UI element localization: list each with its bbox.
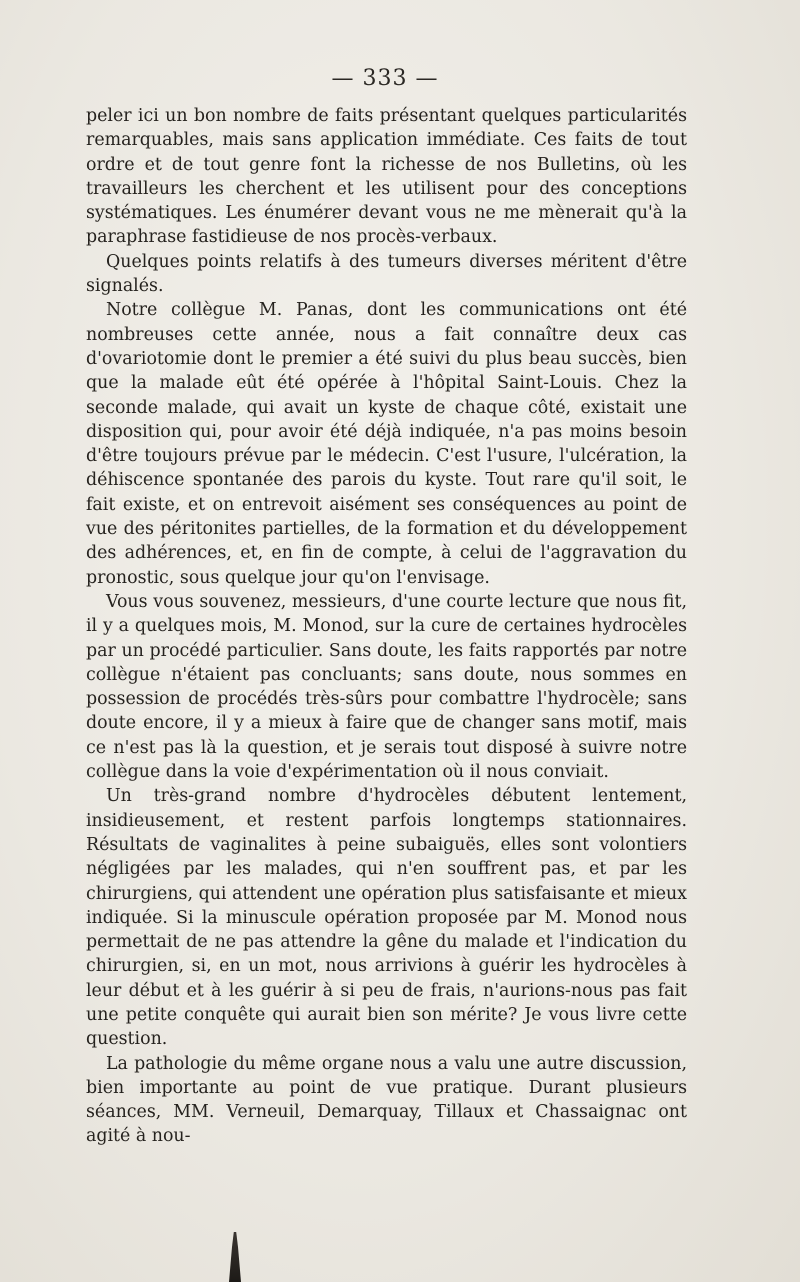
body-text (86, 104, 687, 1149)
paragraph-5: Un très-grand nombre d'hydrocèles débutent lentement, insidieusement, et restent parfois longtemps stationnaires. Résultats de vaginalites à peine subaiguës, elles sont volontiers négligées par les malades, qui n'en souffrent pas, et par les chirurgiens, qui attendent une opération plus satisfaisante et mieux indiquée. Si la minuscule opération proposée par M. Monod nous permettait de ne pas attendre la gêne du malade et l'indication du chirurgien, si, en un mot, nous arrivions à guérir les hydrocèles à leur début et à les guérir à si peu de frais, n'aurions-nous pas fait une petite conquête qui aurait bien son mérite? Je vous livre cette question. (86, 786, 687, 1050)
paragraph-3: Notre collègue M. Panas, dont les communications ont été nombreuses cette année, nous a fait connaître deux cas d'ovariotomie dont le premier a été suivi du plus beau succès, bien que la malade eût été opérée à l'hôpital Saint-Louis. Chez la seconde malade, qui avait un kyste de chaque côté, existait une disposition qui, pour avoir été déjà indiquée, n'a pas moins besoin d'être toujours prévue par le médecin. C'est l'usure, l'ulcération, la déhiscence spontanée des parois du kyste. Tout rare qu'il soit, le fait existe, et on entrevoit aisément ses conséquences au point de vue des péritonites partielles, de la formation et du développement des adhérences, et, en fin de compte, à celui de l'aggravation du pronostic, sous quelque jour qu'on l'envisage. (86, 300, 687, 588)
paragraph-1: peler ici un bon nombre de faits présentant quelques particularités remarquables, mais sans application immédiate. Ces faits de tout ordre et de tout genre font la richesse de nos Bulletins, où les travailleurs les cherchent et les utilisent pour des conceptions systématiques. Les énumérer devant vous ne me mènerait qu'à la paraphrase fastidieuse de nos procès-verbaux. (86, 106, 687, 248)
ink-blot-mark (229, 1232, 241, 1282)
paragraph-6: La pathologie du même organe nous a valu une autre discussion, bien importante au point de vue pratique. Durant plusieurs séances, MM. Verneuil, Demarquay, Tillaux et Chassaignac ont agité à nou- (86, 1053, 687, 1147)
page-number: — 333 — (331, 66, 439, 91)
paragraph-2: Quelques points relatifs à des tumeurs diverses méritent d'être signalés. (86, 251, 687, 297)
paragraph-4: Vous vous souvenez, messieurs, d'une courte lecture que nous fit, il y a quelques mois, M. Monod, sur la cure de certaines hydrocèles par un procédé particulier. Sans doute, les faits rapportés par notre collègue n'étaient pas concluants; sans doute, nous sommes en possession de procédés très-sûrs pour combattre l'hydrocèle; sans doute encore, il y a mieux à faire que de changer sans motif, mais ce n'est pas là la question, et je serais tout disposé à suivre notre collègue dans la voie d'expérimentation où il nous conviait. (86, 591, 687, 783)
